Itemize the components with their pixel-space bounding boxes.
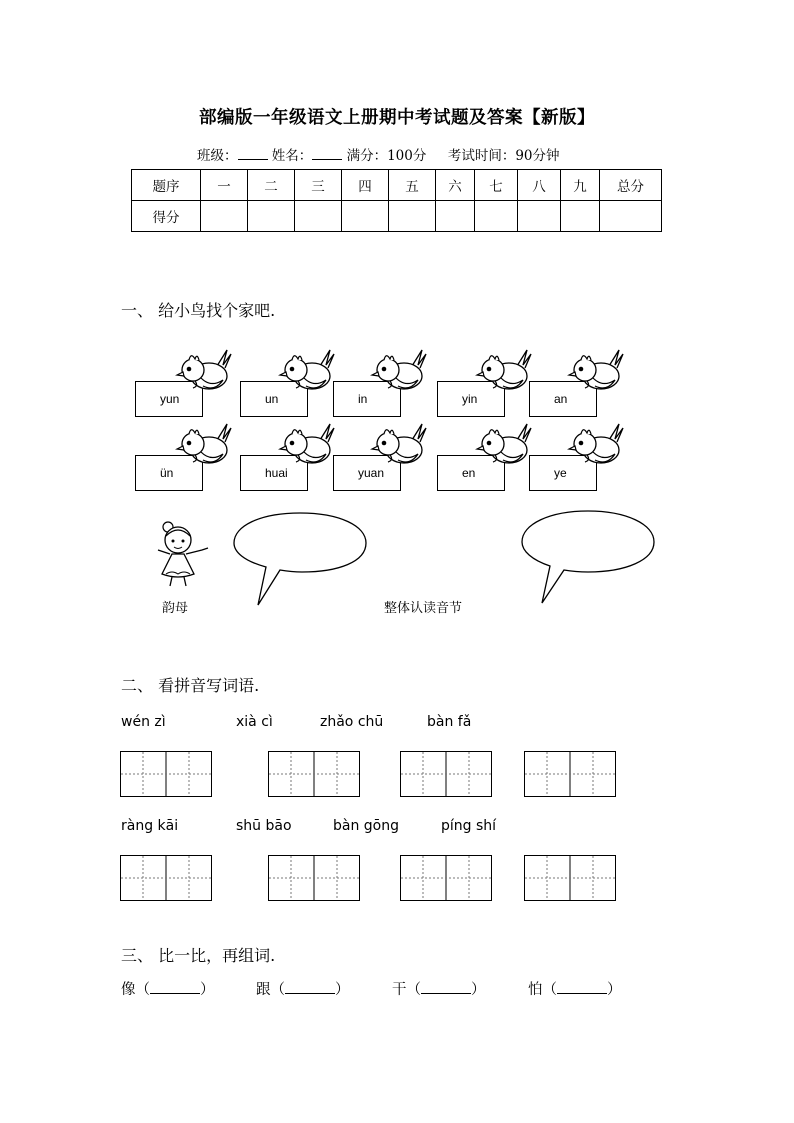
score-input-cell[interactable]	[248, 201, 295, 232]
table-cell: 四	[342, 170, 389, 201]
table-cell: 六	[436, 170, 475, 201]
table-cell: 九	[561, 170, 600, 201]
score-input-cell[interactable]	[561, 201, 600, 232]
bird-icon	[475, 348, 535, 394]
writing-grid[interactable]	[400, 751, 493, 798]
table-cell: 总分	[600, 170, 662, 201]
pinyin-card-label: ün	[160, 466, 174, 480]
score-input-cell[interactable]	[600, 201, 662, 232]
score-input-cell[interactable]	[342, 201, 389, 232]
pinyin-card-label: an	[554, 392, 568, 406]
table-cell: 三	[295, 170, 342, 201]
paren-open: （	[542, 982, 557, 998]
pinyin-prompt: ràng kāi	[121, 818, 179, 834]
paren-open: （	[135, 982, 150, 998]
pinyin-prompt: bàn fǎ	[427, 714, 472, 730]
word-char: 怕	[528, 982, 543, 998]
writing-grid[interactable]	[120, 855, 213, 902]
bird-icon	[175, 348, 235, 394]
bird-icon	[475, 422, 535, 468]
word-blank[interactable]	[150, 981, 200, 994]
pinyin-card-label: en	[462, 466, 476, 480]
word-blank[interactable]	[285, 981, 335, 994]
table-cell: 得分	[132, 201, 201, 232]
paren-close: ）	[200, 982, 215, 998]
bird-icon	[175, 422, 235, 468]
pinyin-prompt: bàn gōng	[333, 818, 400, 834]
writing-grid[interactable]	[400, 855, 493, 902]
pinyin-card-label: yun	[160, 392, 180, 406]
bird-icon	[278, 422, 338, 468]
paren-open: （	[270, 982, 285, 998]
class-label: 班级：	[197, 148, 238, 164]
table-cell: 题序	[132, 170, 201, 201]
page-title: 部编版一年级语文上册期中考试题及答案【新版】	[199, 108, 595, 128]
score-table	[131, 169, 662, 232]
writing-grid[interactable]	[524, 855, 617, 902]
girl-illustration-icon	[152, 520, 218, 590]
writing-grid[interactable]	[120, 751, 213, 798]
pinyin-card-label: ye	[554, 466, 567, 480]
paren-close: ）	[335, 982, 350, 998]
section1-heading: 一、 给小鸟找个家吧.	[121, 301, 276, 320]
pinyin-card-label: un	[265, 392, 279, 406]
word-item	[528, 978, 622, 999]
word-item	[392, 978, 486, 999]
bird-icon	[370, 422, 430, 468]
word-char: 跟	[256, 982, 271, 998]
word-blank[interactable]	[421, 981, 471, 994]
bird-icon	[278, 348, 338, 394]
word-blank[interactable]	[557, 981, 607, 994]
table-cell: 八	[518, 170, 561, 201]
word-char: 干	[392, 982, 407, 998]
word-char: 像	[121, 982, 136, 998]
paren-close: ）	[471, 982, 486, 998]
score-input-cell[interactable]	[201, 201, 248, 232]
writing-grid[interactable]	[268, 855, 361, 902]
score-input-cell[interactable]	[518, 201, 561, 232]
exam-time: 考试时间：90分钟	[447, 148, 560, 164]
section3-heading: 三、 比一比，再组词.	[121, 946, 276, 965]
score-table-header	[132, 170, 662, 201]
score-table-row	[132, 201, 662, 232]
pinyin-card-label: yuan	[358, 466, 385, 480]
pinyin-prompt: shū bāo	[236, 818, 292, 834]
pinyin-card-label: in	[358, 392, 368, 406]
section2-heading: 二、 看拼音写词语.	[121, 676, 260, 695]
pinyin-prompt: wén zì	[121, 714, 166, 730]
pinyin-prompt: zhǎo chū	[320, 714, 384, 730]
full-score: 满分：100分	[346, 148, 427, 164]
exam-info-line	[197, 144, 560, 164]
paren-close: ）	[607, 982, 622, 998]
writing-grid[interactable]	[268, 751, 361, 798]
bird-icon	[370, 348, 430, 394]
name-blank[interactable]	[312, 147, 342, 160]
score-input-cell[interactable]	[295, 201, 342, 232]
speech-bubble-icon	[518, 506, 658, 606]
bird-icon	[567, 422, 627, 468]
writing-grid[interactable]	[524, 751, 617, 798]
pinyin-prompt: xià cì	[236, 714, 273, 730]
class-blank[interactable]	[238, 147, 268, 160]
pinyin-card-label: yin	[462, 392, 478, 406]
pinyin-card-label: huai	[265, 466, 288, 480]
table-cell: 一	[201, 170, 248, 201]
score-input-cell[interactable]	[436, 201, 475, 232]
pinyin-prompt: píng shí	[441, 818, 497, 834]
table-cell: 七	[475, 170, 518, 201]
paren-open: （	[406, 982, 421, 998]
word-item	[256, 978, 350, 999]
table-cell: 二	[248, 170, 295, 201]
name-label: 姓名：	[271, 148, 313, 164]
score-input-cell[interactable]	[389, 201, 436, 232]
speech-bubble-icon	[230, 510, 370, 610]
finals-label: 韵母	[162, 601, 189, 616]
word-item	[121, 978, 215, 999]
bird-icon	[567, 348, 627, 394]
table-cell: 五	[389, 170, 436, 201]
whole-syllable-label: 整体认读音节	[384, 601, 463, 616]
score-input-cell[interactable]	[475, 201, 518, 232]
